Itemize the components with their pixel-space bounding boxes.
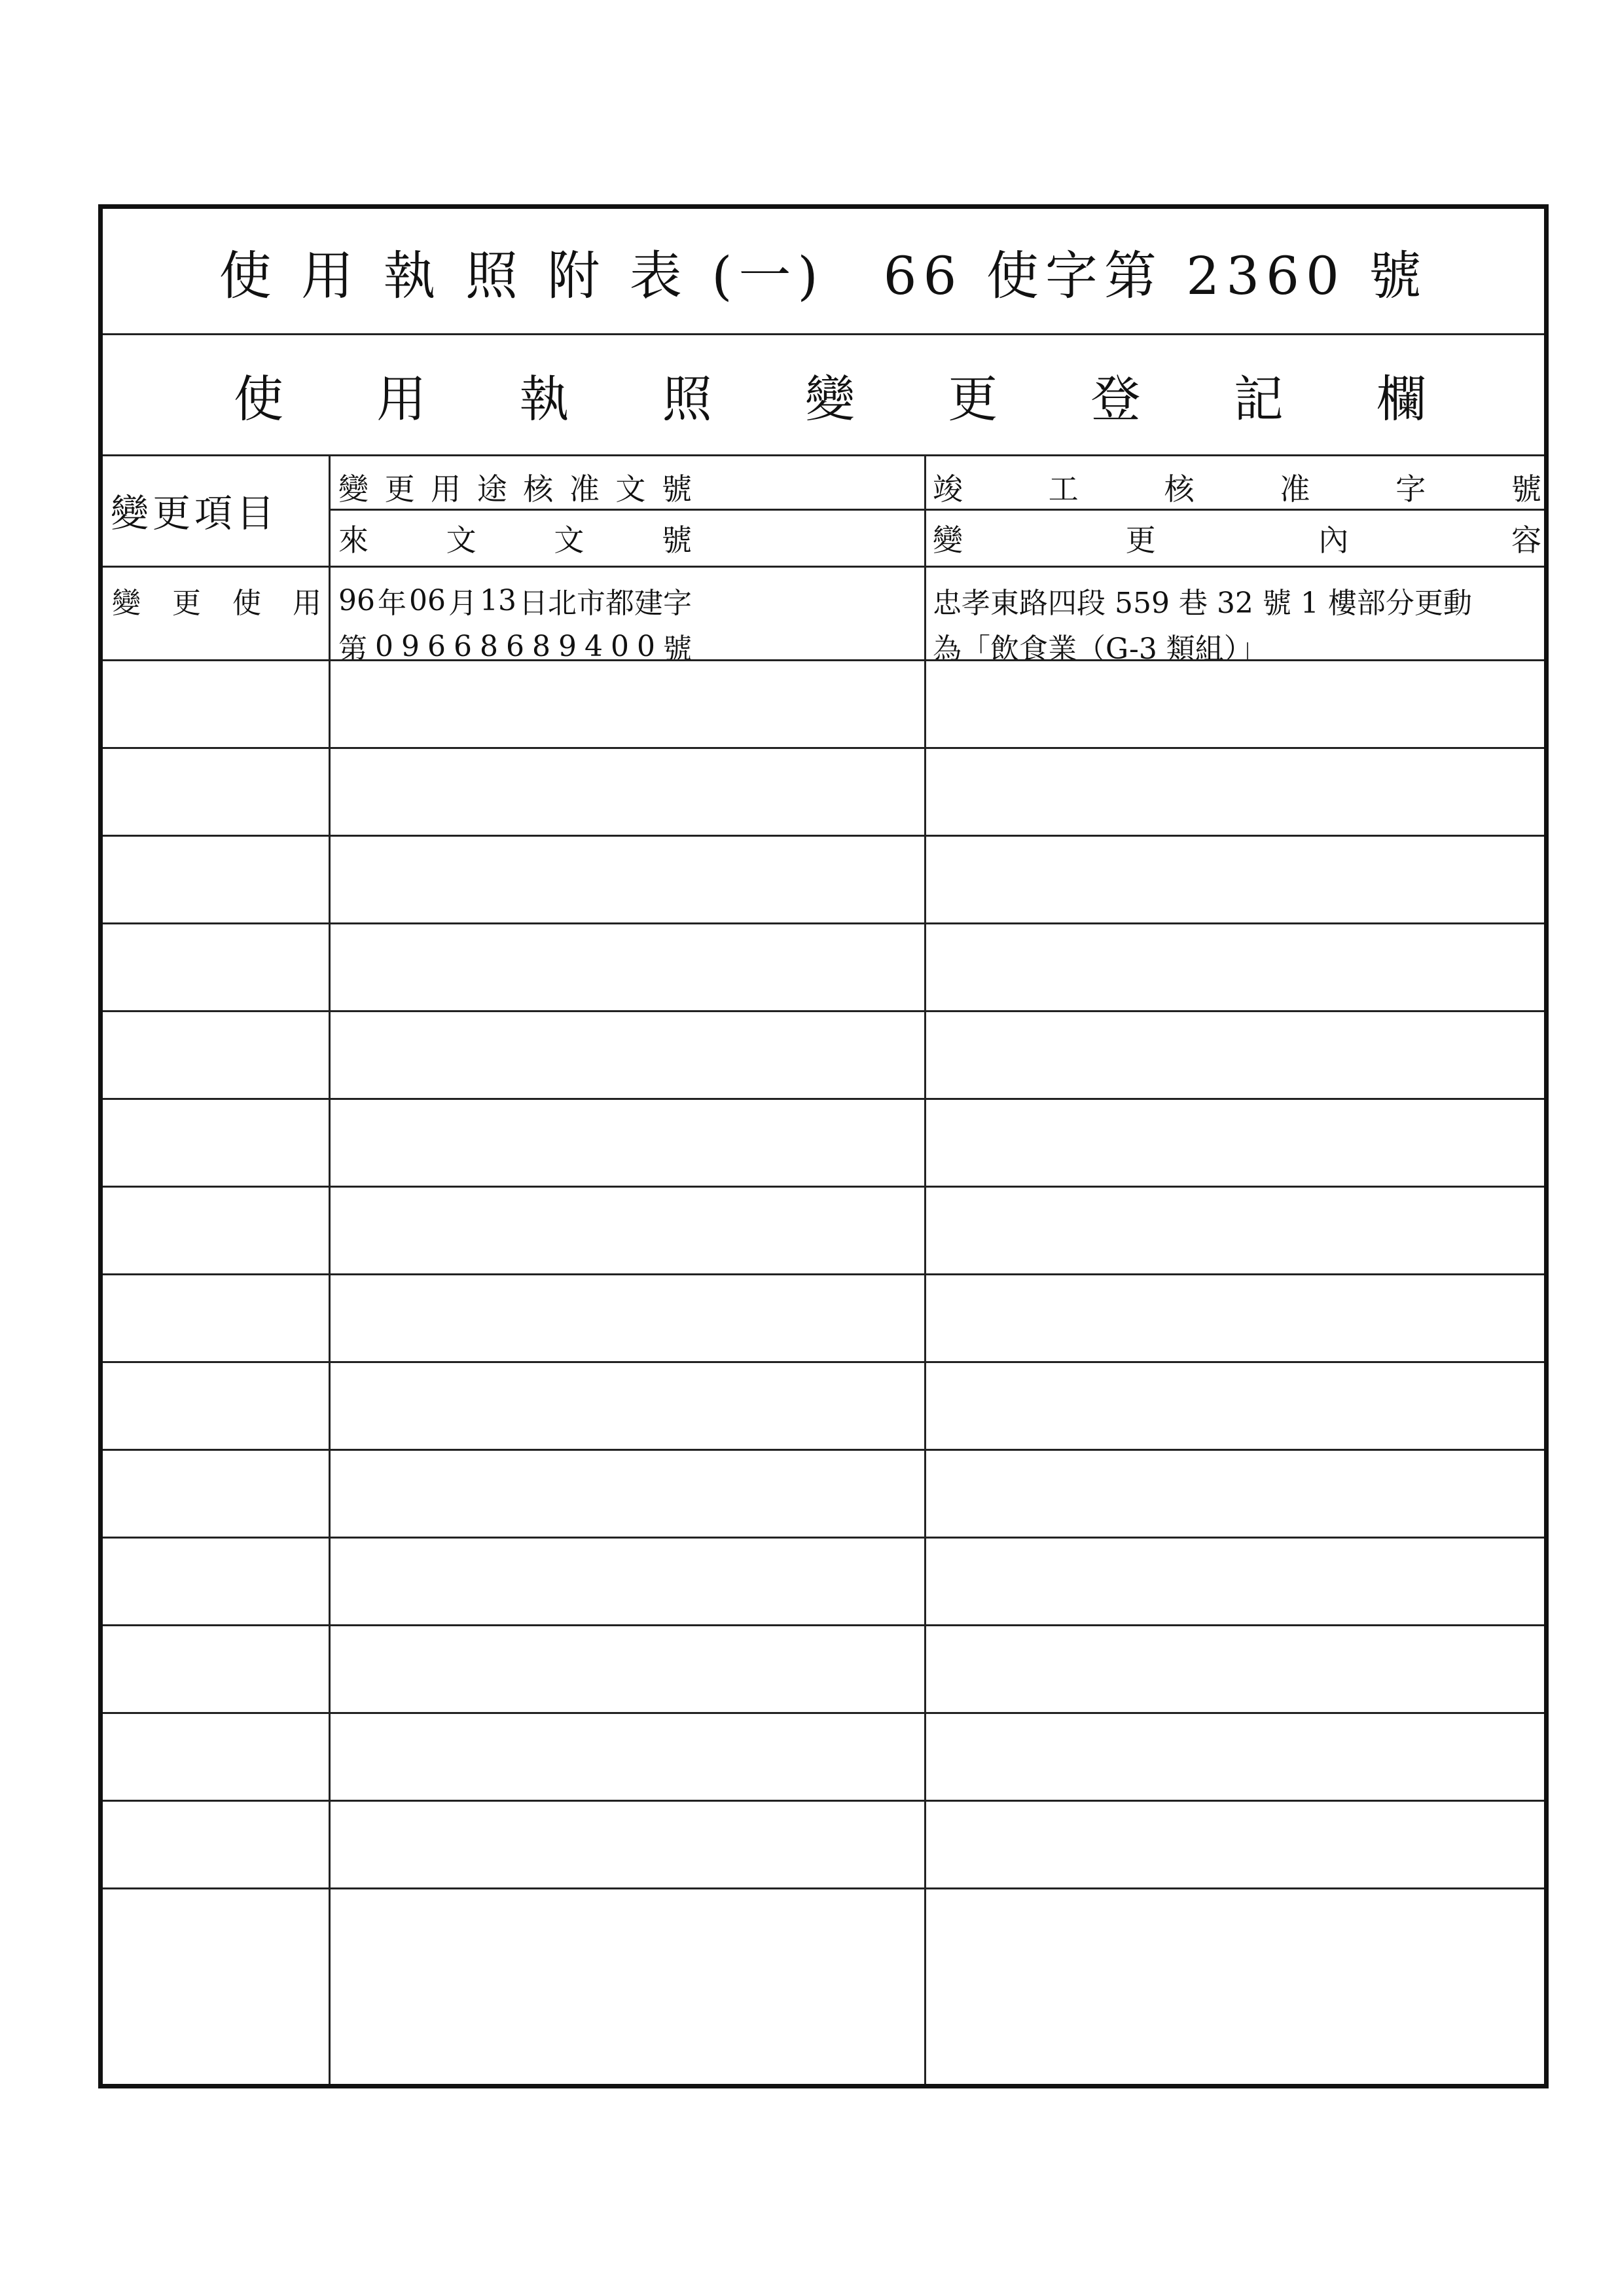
divider (103, 454, 1544, 456)
header-char: 文 (446, 522, 476, 558)
header-char: 途 (476, 471, 507, 507)
row-content-line2: 為「飲食業（G-3 類組）」 (933, 632, 1267, 666)
header-change-item: 變更項目 (111, 491, 279, 536)
subtitle-char: 記 (1233, 370, 1284, 428)
cell-text: 6 (454, 629, 472, 663)
cell-text: 號 (663, 632, 692, 666)
row-divider (103, 1887, 1544, 1889)
usage-permit-form (98, 204, 1549, 2088)
row-divider (103, 1098, 1544, 1100)
header-char: 更 (1125, 522, 1156, 558)
row-divider (103, 922, 1544, 924)
subtitle-char: 用 (376, 370, 427, 428)
row-divider (103, 835, 1544, 837)
cell-text: 6 (506, 629, 524, 663)
row-content-line1: 忠孝東路四段 559 巷 32 號 1 樓部分更動 (933, 587, 1472, 620)
cell-text: 06 (409, 583, 446, 617)
form-title: 使 用 執 照 附 表 (一) 66 使字第 2360 號 (219, 246, 1428, 306)
header-char: 來 (338, 522, 369, 558)
header-char: 文 (615, 471, 646, 507)
cell-text: 8 (480, 629, 498, 663)
header-char: 號 (661, 471, 692, 507)
cell-char: 使 (232, 587, 261, 620)
row-divider (103, 1712, 1544, 1714)
header-char: 核 (523, 471, 554, 507)
cell-text: 9 (558, 629, 577, 663)
header-char: 變 (933, 522, 963, 558)
header-incoming-no (338, 517, 692, 560)
cell-text: 8 (532, 629, 550, 663)
form-subtitle (234, 359, 1426, 431)
cell-text: 第 (338, 632, 367, 666)
cell-text: 13 (480, 583, 516, 617)
header-char: 工 (1048, 471, 1079, 507)
header-char: 號 (661, 522, 692, 558)
row-divider (103, 1537, 1544, 1539)
header-char: 字 (1395, 471, 1426, 507)
subtitle-char: 登 (1090, 370, 1141, 428)
row-divider (103, 1800, 1544, 1802)
subtitle-char: 執 (519, 370, 569, 428)
row-divider (103, 1010, 1544, 1012)
cell-text: 9 (401, 629, 420, 663)
cell-text: 0 (637, 629, 655, 663)
header-char: 更 (384, 471, 415, 507)
header-char: 准 (1280, 471, 1310, 507)
subtitle-char: 欄 (1376, 370, 1426, 428)
header-char: 文 (554, 522, 584, 558)
column-divider (924, 454, 926, 2084)
cell-text: 月 (448, 587, 477, 620)
cell-text: 4 (584, 629, 603, 663)
cell-text: 年 (378, 587, 406, 620)
header-char: 容 (1511, 522, 1541, 558)
column-divider (329, 454, 331, 2084)
row-approval-line1 (338, 579, 692, 621)
row-divider (103, 1624, 1544, 1626)
header-char: 變 (338, 471, 369, 507)
header-char: 用 (431, 471, 461, 507)
subtitle-char: 更 (948, 370, 998, 428)
header-char: 內 (1318, 522, 1349, 558)
cell-text: 6 (427, 629, 446, 663)
header-completion-no (933, 465, 1541, 509)
divider (103, 333, 1544, 335)
header-char: 竣 (933, 471, 963, 507)
cell-text: 96 (338, 583, 375, 617)
row-divider (103, 1449, 1544, 1451)
row-divider (103, 1273, 1544, 1275)
cell-char: 更 (172, 587, 201, 620)
divider (329, 509, 1544, 511)
divider (103, 566, 1544, 568)
row-divider (103, 1361, 1544, 1363)
subtitle-char: 使 (234, 370, 283, 428)
row-divider (103, 1186, 1544, 1188)
cell-text: 0 (375, 629, 393, 663)
header-approval-no (338, 465, 692, 509)
header-content (933, 517, 1541, 560)
subtitle-char: 變 (805, 370, 855, 428)
subtitle-char: 照 (662, 370, 712, 428)
row-divider (103, 747, 1544, 749)
row-divider (103, 659, 1544, 661)
header-char: 號 (1511, 471, 1541, 507)
cell-char: 變 (112, 587, 141, 620)
row-change-item (112, 579, 321, 621)
cell-char: 用 (293, 587, 321, 620)
header-char: 核 (1164, 471, 1195, 507)
cell-text: 0 (611, 629, 629, 663)
header-char: 准 (569, 471, 600, 507)
cell-text: 日北市都建字 (519, 587, 692, 620)
